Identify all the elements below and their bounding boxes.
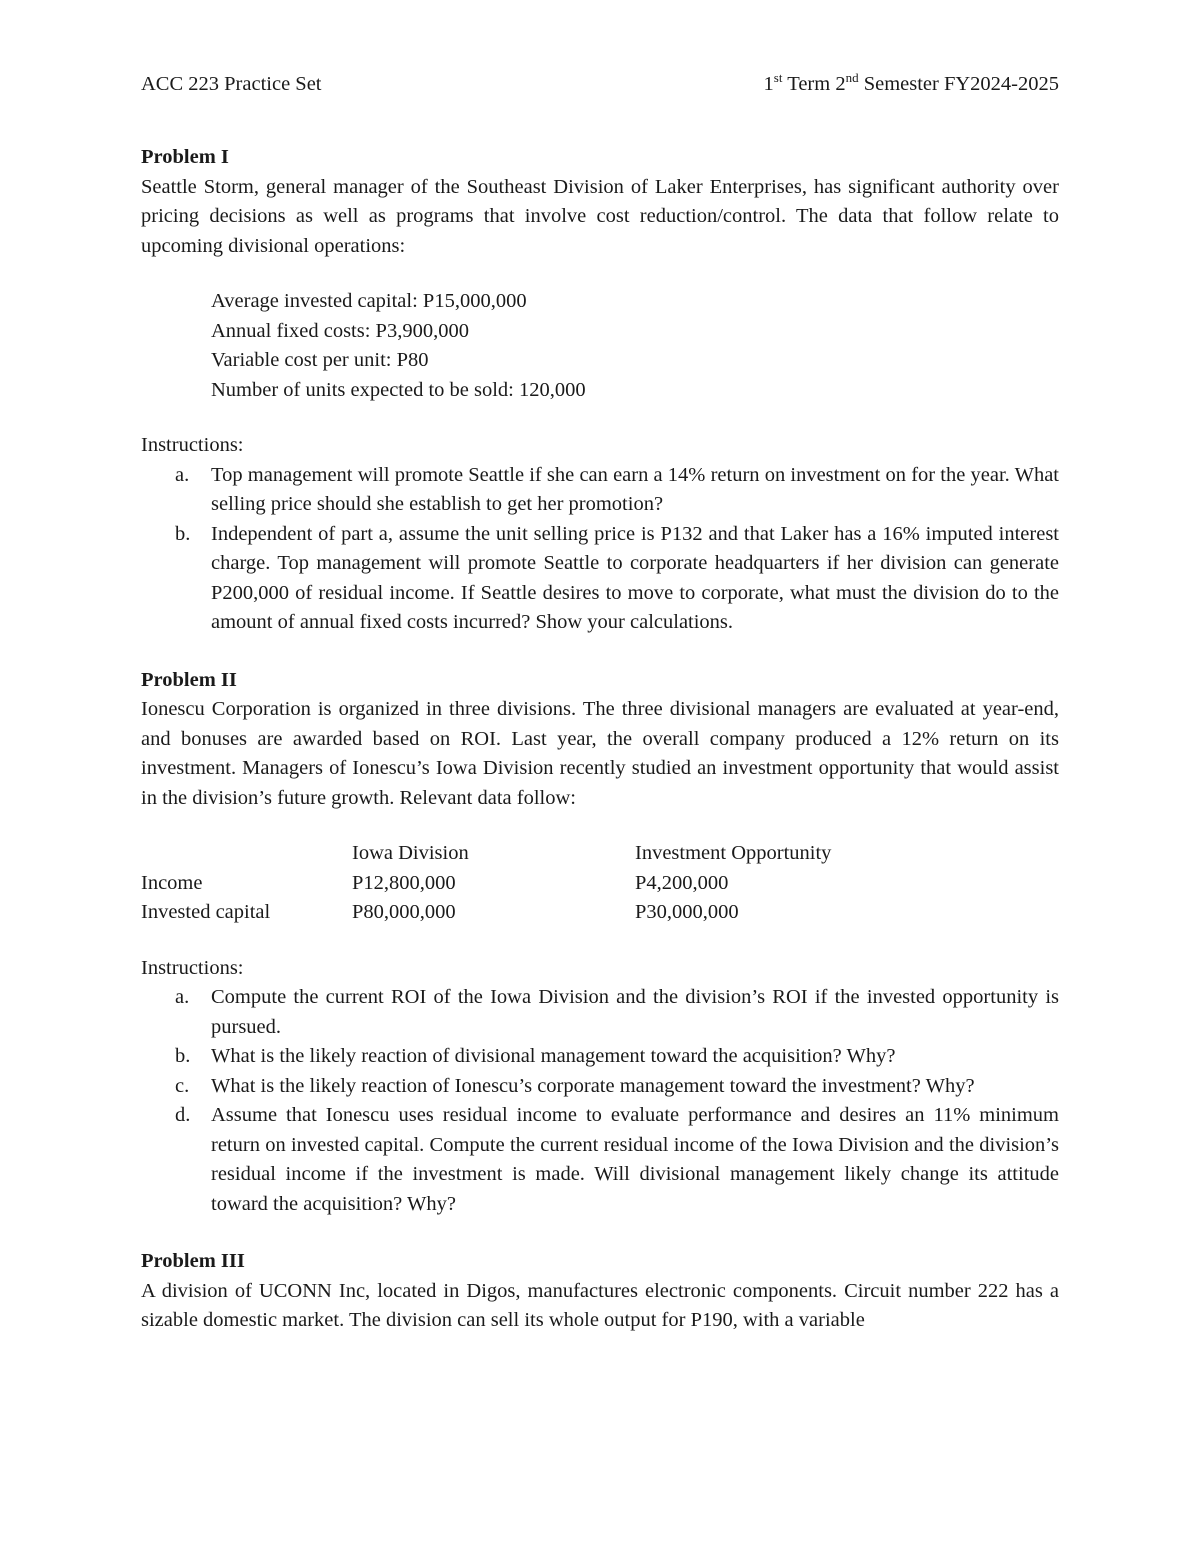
- given-item: Number of units expected to be sold: 120,000: [211, 378, 586, 401]
- problem-1-given-data: [211, 287, 1059, 405]
- problem-2-instructions: [141, 983, 1059, 1219]
- division-data-table: [141, 839, 935, 928]
- problem-1-title: Problem I: [141, 146, 229, 168]
- instruction-item: a. Top management will promote Seattle if she can earn a 14% return on investment on for the year. What selling price should she establish to get her promotion?: [175, 463, 1059, 515]
- course-title: ACC 223 Practice Set: [141, 73, 322, 95]
- instruction-item: d. Assume that Ionescu uses residual income to evaluate performance and desires an 11% minimum return on invested capital. Compute the current residual income of the Iowa Division and the division’s residual income if the investment is made. Will divisional management likely change its attitude toward the acquisition? Why?: [175, 1104, 1059, 1215]
- table-row: Invested capital P80,000,000 P30,000,000: [141, 901, 739, 923]
- instruction-item: b. What is the likely reaction of divisional management toward the acquisition? Why?: [175, 1045, 896, 1067]
- term-info: 1st Term 2nd Semester FY2024-2025: [763, 70, 1059, 95]
- document-page: [141, 70, 1059, 1336]
- table-row: Income P12,800,000 P4,200,000: [141, 871, 729, 894]
- given-item: Variable cost per unit: P80: [211, 349, 429, 371]
- table-header-row: Iowa Division Investment Opportunity: [352, 842, 832, 864]
- problem-2-title: Problem II: [141, 668, 237, 691]
- problem-3-title: Problem III: [141, 1250, 245, 1272]
- given-item: Average invested capital: P15,000,000: [211, 290, 527, 312]
- given-item: Annual fixed costs: P3,900,000: [211, 319, 469, 342]
- problem-3: [141, 1247, 1059, 1336]
- instruction-item: a. Compute the current ROI of the Iowa Division and the division’s ROI if the invested opportunity is pursued.: [175, 986, 1059, 1038]
- page-header: [141, 70, 1059, 100]
- problem-2-instructions-label: Instructions:: [141, 956, 244, 979]
- problem-1: [141, 143, 1059, 638]
- instruction-item: c. What is the likely reaction of Ionescu’s corporate management toward the investment? Why?: [175, 1074, 975, 1097]
- problem-1-intro: Seattle Storm, general manager of the Southeast Division of Laker Enterprises, has significant authority over pricing decisions as well as programs that involve cost reduction/control. The data that follow relate to upcoming divisional operations:: [141, 175, 1059, 257]
- instruction-item: b. Independent of part a, assume the unit selling price is P132 and that Laker has a 16% imputed interest charge. Top management will promote Seattle to corporate headquarters if her division can generate P200,000 of residual income. If Seattle desires to move to corporate, what must the division do to the amount of annual fixed costs incurred? Show your calculations.: [175, 522, 1059, 633]
- problem-1-instructions-label: Instructions:: [141, 434, 244, 456]
- problem-3-intro: A division of UCONN Inc, located in Digos, manufactures electronic components. Circuit number 222 has a sizable domestic market. The division can sell its whole output for P190, with a variable: [141, 1279, 1059, 1331]
- problem-2: [141, 666, 1059, 1220]
- problem-2-intro: Ionescu Corporation is organized in three divisions. The three divisional managers are evaluated at year-end, and bonuses are awarded based on ROI. Last year, the overall company produced a 12% return on its investment. Managers of Ionescu’s Iowa Division recently studied an investment opportunity that would assist in the division’s future growth. Relevant data follow:: [141, 698, 1059, 809]
- problem-1-instructions: [141, 461, 1059, 638]
